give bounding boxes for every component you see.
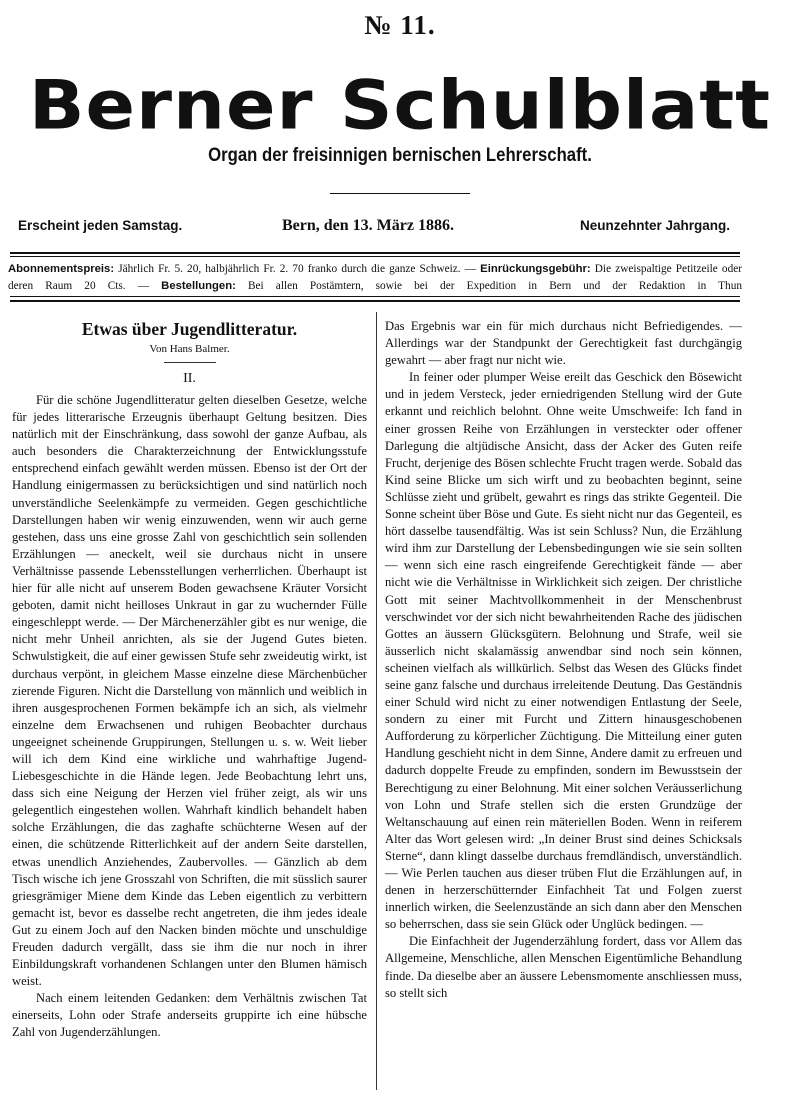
paragraph: In feiner oder plumper Weise ereilt das Geschick den Bösewicht und in jedem Versteck, jeder erniedrigenden Stellung wird der Gute erkannt und reichlich belohnt. Ohne weite Umschweife: Ich fand in einer grossen Reihe von Erzählungen in versteckter oder offener Darlegung die altjüdische Ansicht, dass der Acker des Guten reife Frucht, derjenige des Bösen schlechte Frucht tragen werde. Sobald das Kind seine Blicke um sich wirft und zu beobachten beginnt, seine Schlüsse zieht und grübelt, gewahrt es rings das strikte Gegenteil. Die Sonne scheint über Böse und Gute. Es sieht nicht nur das Gegenteil, es hört dasselbe tausendfältig. Was ist sein Schluss? Nun, die Erzählung wird ihm zur Darstellung der Lebensbedingungen wie sie sein sollten — wenn sich eine rasch eingreifende Gerechtigkeit fände — aber nicht wie die Verhältnisse in Wirklichkeit sich zeigen. Der christliche Gott mit seiner Machtvollkommenheit in der Menschenbrust verschwindet vor der sich nicht bewahrheitenden Rache des jüdischen Gottes an äussern Glücksgütern. Belohnung und Strafe, weil sie äusserlich nicht skalamässig anwendbar sind noch sein können, scheinen vielfach als willkürlich. Selbst das Wesen des Glücks findet seine ganz falsche und durchaus irreleitende Deutung. Das Geständnis einer Schuld wird nicht zu einer notwendigen Entlastung der Seele, sondern zu einer mit Furcht und Zittern hinausgeschobenen Aufforderung zu körperlicher Züchtigung. Die Mitteilung einer guten Handlung geschieht nicht in dem Sinne, Andere damit zu erfreuen und dadurch doppelte Freude zu empfinden, sondern im Bewusstsein der Berechtigung zu einer Belohnung. Mit einer solchen Veräusserlichung von Lohn und Strafe stellen sich die ersten Grundzüge der Weltanschauung auf einen rein mäteriellen Boden. Wenn in reiferem Alter das Wort gelesen wird: „In deiner Brust sind deines Schicksals Sterne“, dann klingt dasselbe durchaus fremdländisch, unverständlich. — Wie Perlen tauchen aus dieser trüben Flut die Erzählungen auf, in denen in herzerschütternder Einfachheit Tat und Folgen zuerst innerlich wirken, die Seelenzustände an sich dann aber den Menschen so beherrschen, dass sie sein Glück oder Unglück bedingen. —	[385, 370, 742, 932]
article-column-left	[12, 314, 367, 1042]
title-divider	[330, 193, 470, 194]
paragraph: Für die schöne Jugendlitteratur gelten dieselben Gesetze, welche für jedes litterarische Erzeugnis überhaupt Geltung besitzen. Dies natürlich mit der Einschränkung, dass sowohl der ganze Aufbau, als auch besonders die Charakterzeichnung der Entwicklungsstufe entsprechend einfach gewählt werden müssen. Ebenso ist der Ort der Handlung einigermassen zu berücksichtigen und sind natürlich noch unverständliche Seelenkämpfe zu vermeiden. Gegen geschichtliche Darstellungen haben wir wenig einzuwenden, wenn wir auch gerne gestehen, dass uns eine grosse Zahl von geschichtlich sein sollenden Erzählungen — aneckelt, weil sie durchaus nicht in unsere Verhältnisse passende Lebensstellungen verherrlichen. Überhaupt ist hier für alle nicht auf unserem Boden gewachsene Kräuter Vorsicht geboten, damit nicht heilloses Unkraut in gar zu wuchernder Fülle eingeschleppt werde. — Der Märchenerzähler gibt es nur wenige, die nicht mehr Unheil anrichten, als sie der Jugend Gutes bieten. Schwulstigkeit, die auf einer gewissen Stufe sehr zweideutig wirkt, ist durchaus verpönt, in gleichem Masse einzelne diese Märchenbücher zierende Figuren. Nicht die Darstellung von männlich und weiblich in ihren ausgesprochenen Formen bekämpfe ich an sich, als vielmehr einzelne dem Erwachsenen und ruhigen Beobachter durchaus ungeeignet scheinende Gruppirungen, Stellungen u. s. w. Weit lieber will ich dem Kind eine wirkliche und wahrhaftige Jugend-Liebesgeschichte in die Hände legen. Jede Beobachtung lehrt uns, dass sich eine Neigung der Herzen viel früher zeigt, als wir uns gelegentlich eingestehen wollen. Wahrhaft kindlich behandelt haben solche Erzählungen, die das zaghafte schüchterne Wesen auf der einen, die schützende Ritterlichkeit auf der andern Seite darstellen, etwas unendlich Anziehendes, Zaubervolles. — Gänzlich ab dem Tisch wische ich jene Grosszahl von Schriften, die mit süsslich saurer griesgrämiger Miene dem Kinde das Leben eigentlich zu verbittern gemacht ist, bevor es dasselbe recht angetreten, die ihm jedes ideale Gut zu einem Joch auf den Nacken binden möchte und unschuldige Freuden dadurch vergällt, dass sie ihm die nur noch in ihrer Einbildungskraft vorhandenen Schlangen unter den Blumen hämisch weist.	[12, 393, 367, 989]
bottom-double-rule	[10, 300, 740, 302]
paragraph: Nach einem leitenden Gedanken: dem Verhältnis zwischen Tat einerseits, Lohn oder Strafe anderseits gruppirte ich eine hübsche Zahl von Jugenderzählungen.	[12, 991, 367, 1040]
subscription-text: Jährlich Fr. 5. 20, halbjährlich Fr. 2. 70 franko durch die ganze Schweiz. —	[118, 263, 477, 275]
column-divider	[376, 312, 377, 1090]
masthead-subtitle: Organ der freisinnigen bernischen Lehrerschaft.	[208, 145, 592, 166]
top-double-rule-inner	[10, 256, 740, 257]
volume-label: Neunzehnter Jahrgang.	[579, 218, 730, 233]
orders-label: Bestellungen:	[161, 280, 236, 292]
article-part: II.	[183, 371, 196, 386]
top-double-rule	[10, 252, 740, 254]
masthead-title: Berner Schulblatt	[28, 66, 772, 146]
insertion-label: Einrückungsgebühr:	[480, 263, 591, 275]
article-column-right	[385, 318, 742, 1002]
paragraph: Das Ergebnis war ein für mich durchaus nicht Befriedigendes. — Allerdings war der Standpunkt der Gerechtigkeit fast durchgängig gewahrt — aber fragt nur nicht wie.	[385, 319, 742, 368]
paragraph: Die Einfachheit der Jugenderzählung fordert, dass vor Allem das Allgemeine, Menschliche, allen Menschen Eigentümliche Behandlung finde. Da dieselbe aber an äussere Lebensmomente anschliessen muss, so stellt sich	[385, 934, 742, 1000]
article-title: Etwas über Jugendlitteratur.	[81, 319, 298, 339]
orders-text: Bei allen Postämtern, sowie bei der Expedition in Bern und der Redaktion in Thun	[248, 280, 742, 292]
article-author: Von Hans Balmer.	[149, 343, 230, 355]
insertion-text: Die zweispaltige Petitzeile oder deren Raum 20 Cts. —	[8, 263, 742, 292]
issue-number: № 11.	[364, 10, 436, 40]
subscription-notice	[8, 261, 742, 295]
issue-date: Bern, den 13. März 1886.	[282, 217, 454, 234]
publication-frequency: Erscheint jeden Samstag.	[18, 218, 183, 233]
bottom-double-rule-inner	[10, 296, 740, 297]
title-rule	[164, 362, 216, 363]
subscription-label: Abonnementspreis:	[8, 263, 115, 275]
